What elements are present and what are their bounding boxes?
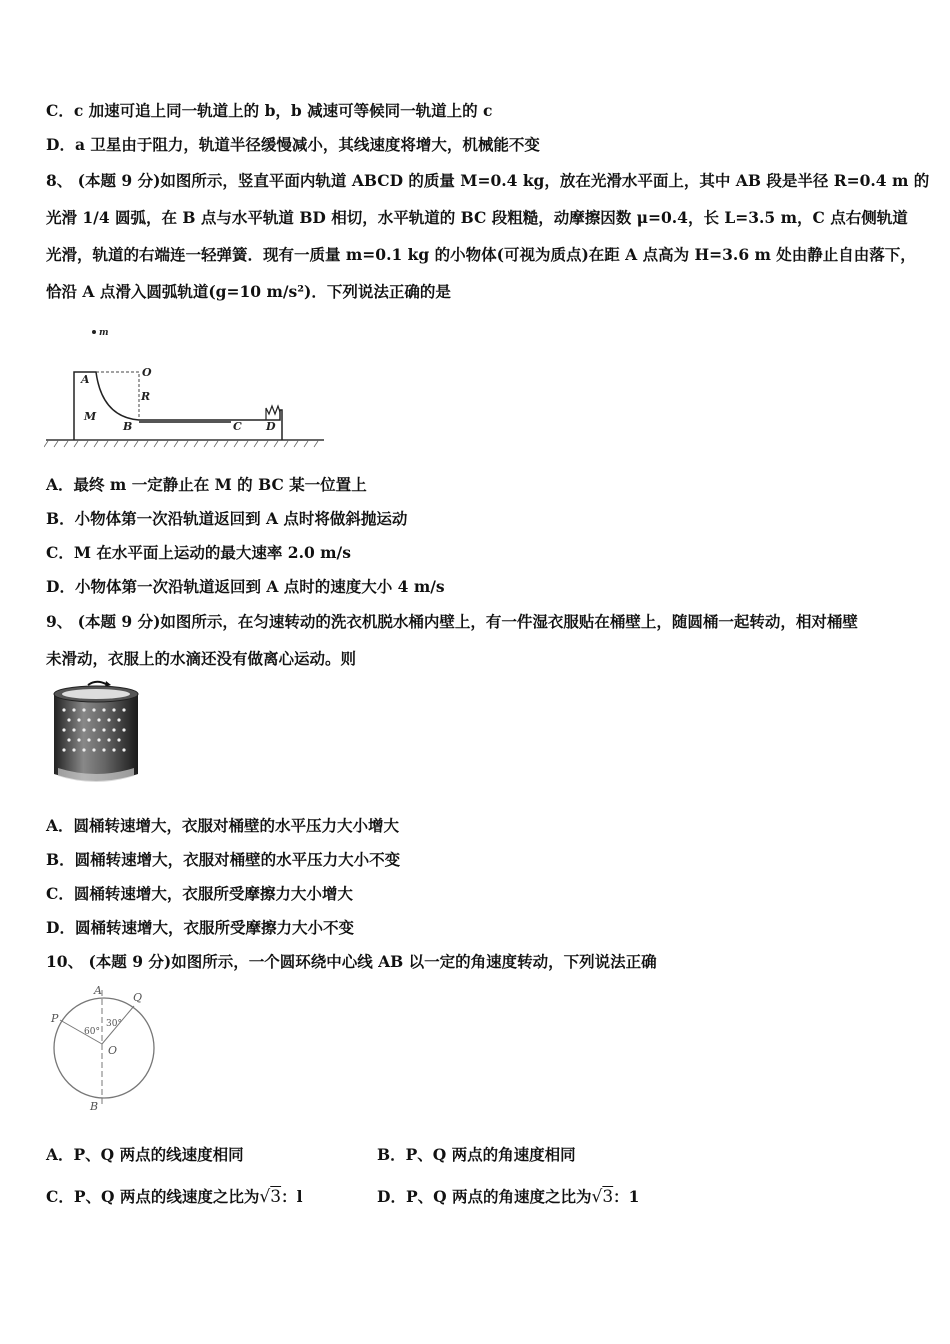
q8-option-b: B．小物体第一次沿轨道返回到 A 点时将做斜抛运动: [46, 509, 408, 528]
label-p: P: [51, 1012, 59, 1025]
label-b: B: [90, 1100, 99, 1113]
q10-option-c: [46, 1186, 302, 1208]
label-o: O: [108, 1044, 118, 1057]
q9-option-a: A．圆桶转速增大，衣服对桶壁的水平压力大小增大: [46, 816, 400, 835]
q9-stem-line-2: 未滑动，衣服上的水滴还没有做离心运动。则: [46, 649, 357, 668]
q7-option-d: D．a 卫星由于阻力，轨道半径缓慢减小，其线速度将增大，机械能不变: [46, 135, 540, 154]
q8-option-a: A．最终 m 一定静止在 M 的 BC 某一位置上: [46, 475, 367, 494]
label-m: m: [99, 328, 109, 338]
q10-option-d-text: D．P、Q 两点的角速度之比为: [377, 1187, 592, 1206]
q8-stem-line-2: 光滑 1/4 圆弧，在 B 点与水平轨道 BD 相切，水平轨道的 BC 段粗糙，动摩擦因数 μ=0.4，长 L=3.5 m，C 点右侧轨道: [46, 208, 908, 227]
label-o: O: [142, 366, 152, 379]
spin-drum-figure: [48, 676, 144, 792]
q9-option-d: D．圆桶转速增大，衣服所受摩擦力大小不变: [46, 918, 354, 937]
falling-mass-dot: [92, 330, 96, 334]
label-r: R: [141, 390, 151, 403]
q9-stem-line-1: 9、 (本题 9 分)如图所示，在匀速转动的洗衣机脱水桶内壁上，有一件湿衣服贴在桶壁上，随圆桶一起转动，相对桶壁: [46, 612, 858, 631]
q8-track-figure: [44, 322, 326, 450]
q7-option-c: C．c 加速可追上同一轨道上的 b，b 减速可等候同一轨道上的 c: [46, 101, 493, 120]
ring-figure: [46, 978, 162, 1118]
q9-option-c: C．圆桶转速增大，衣服所受摩擦力大小增大: [46, 884, 353, 903]
label-angle-30: 30°: [106, 1019, 122, 1029]
q10-option-b: B．P、Q 两点的角速度相同: [377, 1145, 576, 1164]
label-big-m: M: [84, 410, 97, 423]
sqrt-three: √3: [259, 1187, 282, 1207]
ring-circle: [54, 998, 154, 1098]
track-body: [74, 372, 282, 440]
label-d: D: [266, 420, 276, 433]
q10-option-d-ratio: ：1: [613, 1187, 640, 1206]
q10-stem: 10、 (本题 9 分)如图所示，一个圆环绕中心线 AB 以一定的角速度转动，下列说法正确: [46, 952, 657, 971]
label-a: A: [81, 373, 90, 386]
label-angle-60: 60°: [84, 1027, 100, 1037]
rotation-arrow-icon: [88, 682, 106, 685]
q10-option-d: [377, 1186, 639, 1208]
label-a: A: [94, 984, 102, 997]
label-q: Q: [133, 991, 143, 1004]
rough-segment-bc: [139, 420, 231, 423]
q10-option-c-ratio: ：l: [281, 1187, 303, 1206]
q9-option-b: B．圆桶转速增大，衣服对桶壁的水平压力大小不变: [46, 850, 401, 869]
q10-option-c-text: C．P、Q 两点的线速度之比为: [46, 1187, 260, 1206]
q8-stem-line-3: 光滑，轨道的右端连一轻弹簧．现有一质量 m=0.1 kg 的小物体(可视为质点)在距 A 点高为 H=3.6 m 处由静止自由落下，: [46, 245, 916, 264]
spring-icon: [266, 406, 280, 420]
q8-stem-line-4: 恰沿 A 点滑入圆弧轨道(g=10 m/s²)．下列说法正确的是: [46, 282, 451, 301]
ground-hatching: [44, 441, 318, 447]
label-c: C: [233, 420, 242, 433]
q8-option-c: C．M 在水平面上运动的最大速率 2.0 m/s: [46, 543, 351, 562]
q8-stem-line-1: 8、 (本题 9 分)如图所示，竖直平面内轨道 ABCD 的质量 M=0.4 kg，放在光滑水平面上，其中 AB 段是半径 R=0.4 m 的: [46, 171, 930, 190]
sqrt-three: √3: [591, 1187, 614, 1207]
drum-body: [54, 694, 138, 781]
label-b: B: [123, 420, 133, 433]
q10-option-a: A．P、Q 两点的线速度相同: [46, 1145, 244, 1164]
q8-option-d: D．小物体第一次沿轨道返回到 A 点时的速度大小 4 m/s: [46, 577, 445, 596]
